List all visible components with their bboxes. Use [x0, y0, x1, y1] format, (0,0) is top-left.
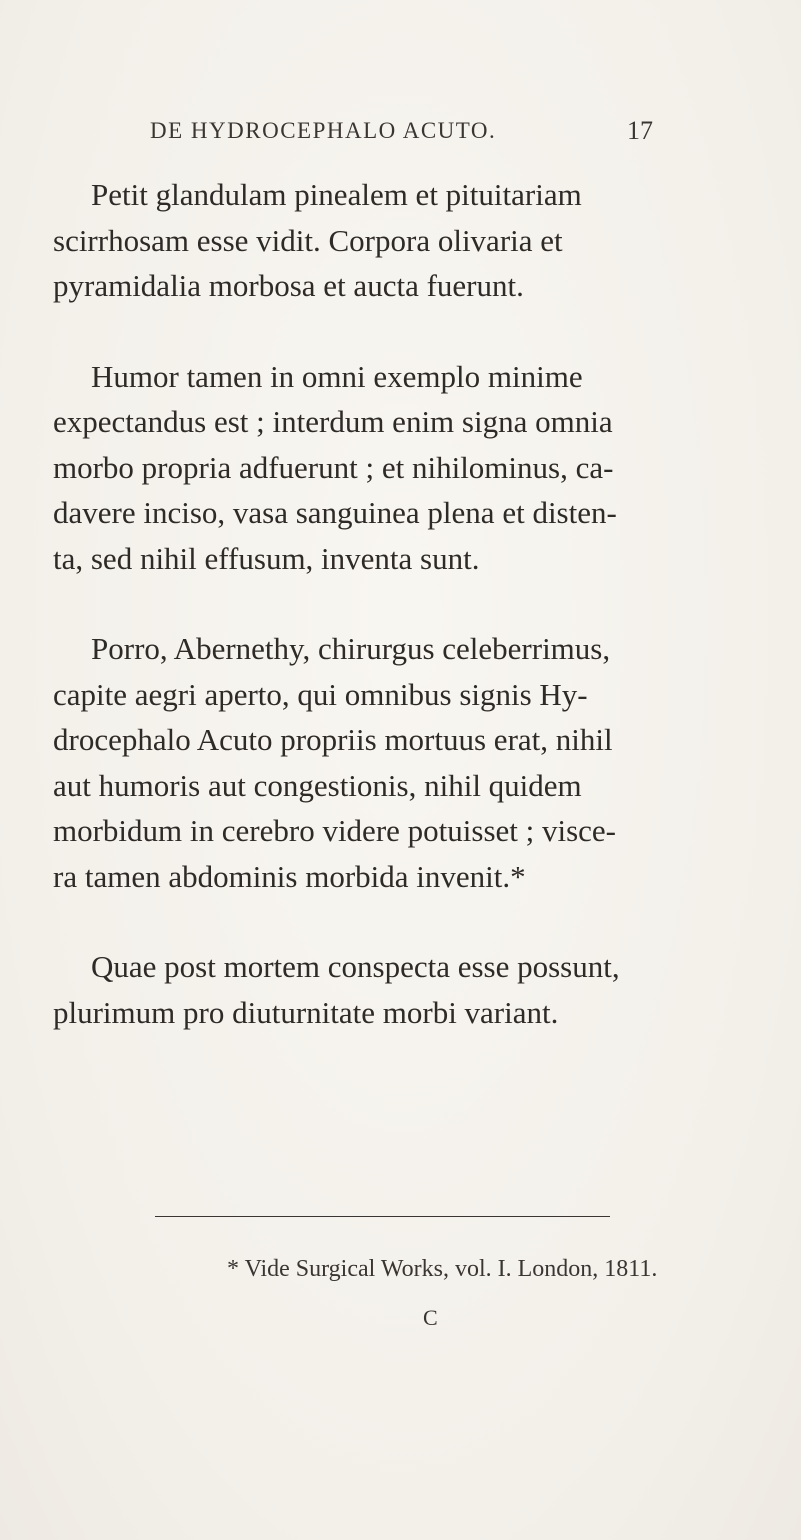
text-line: drocephalo Acuto propriis mortuus erat, nihil — [53, 722, 613, 757]
text-line: Humor tamen in omni exemplo minime — [91, 358, 583, 394]
text-line: Porro, Abernethy, chirurgus celeberrimus, — [91, 631, 611, 666]
text-line: morbidum in cerebro videre potuisset ; visce- — [53, 813, 617, 848]
text-line: plurimum pro diuturnitate morbi variant. — [53, 994, 559, 1030]
footnote-rule — [155, 1216, 610, 1217]
text-line: Petit glandulam pinealem et pituitariam — [91, 177, 582, 212]
text-line: aut humoris aut congestionis, nihil quidem — [53, 767, 582, 803]
text-line: morbo propria adfuerunt ; et nihilominus, ca- — [53, 449, 614, 485]
text-line: ta, sed nihil effusum, inventa sunt. — [53, 540, 480, 576]
text-line: expectandus est ; interdum enim signa omnia — [53, 404, 613, 439]
page-number: 17 — [627, 116, 653, 145]
body-text — [53, 172, 723, 1035]
text-line: capite aegri aperto, qui omnibus signis Hy- — [53, 676, 588, 712]
paragraph-4 — [53, 944, 723, 1035]
paragraph-1 — [53, 172, 723, 309]
signature-mark: C — [423, 1305, 438, 1330]
text-line: ra tamen abdominis morbida invenit.* — [53, 858, 526, 894]
running-head — [0, 118, 801, 158]
footnote: * Vide Surgical Works, vol. I. London, 1811. — [227, 1256, 658, 1282]
text-line: davere inciso, vasa sanguinea plena et disten- — [53, 495, 617, 530]
running-title: DE HYDROCEPHALO ACUTO. — [150, 118, 497, 143]
text-line: Quae post mortem conspecta esse possunt, — [91, 949, 620, 984]
paragraph-2 — [53, 354, 723, 582]
text-line: pyramidalia morbosa et aucta fuerunt. — [53, 268, 524, 303]
paragraph-3 — [53, 626, 723, 899]
text-line: scirrhosam esse vidit. Corpora olivaria et — [53, 222, 563, 258]
